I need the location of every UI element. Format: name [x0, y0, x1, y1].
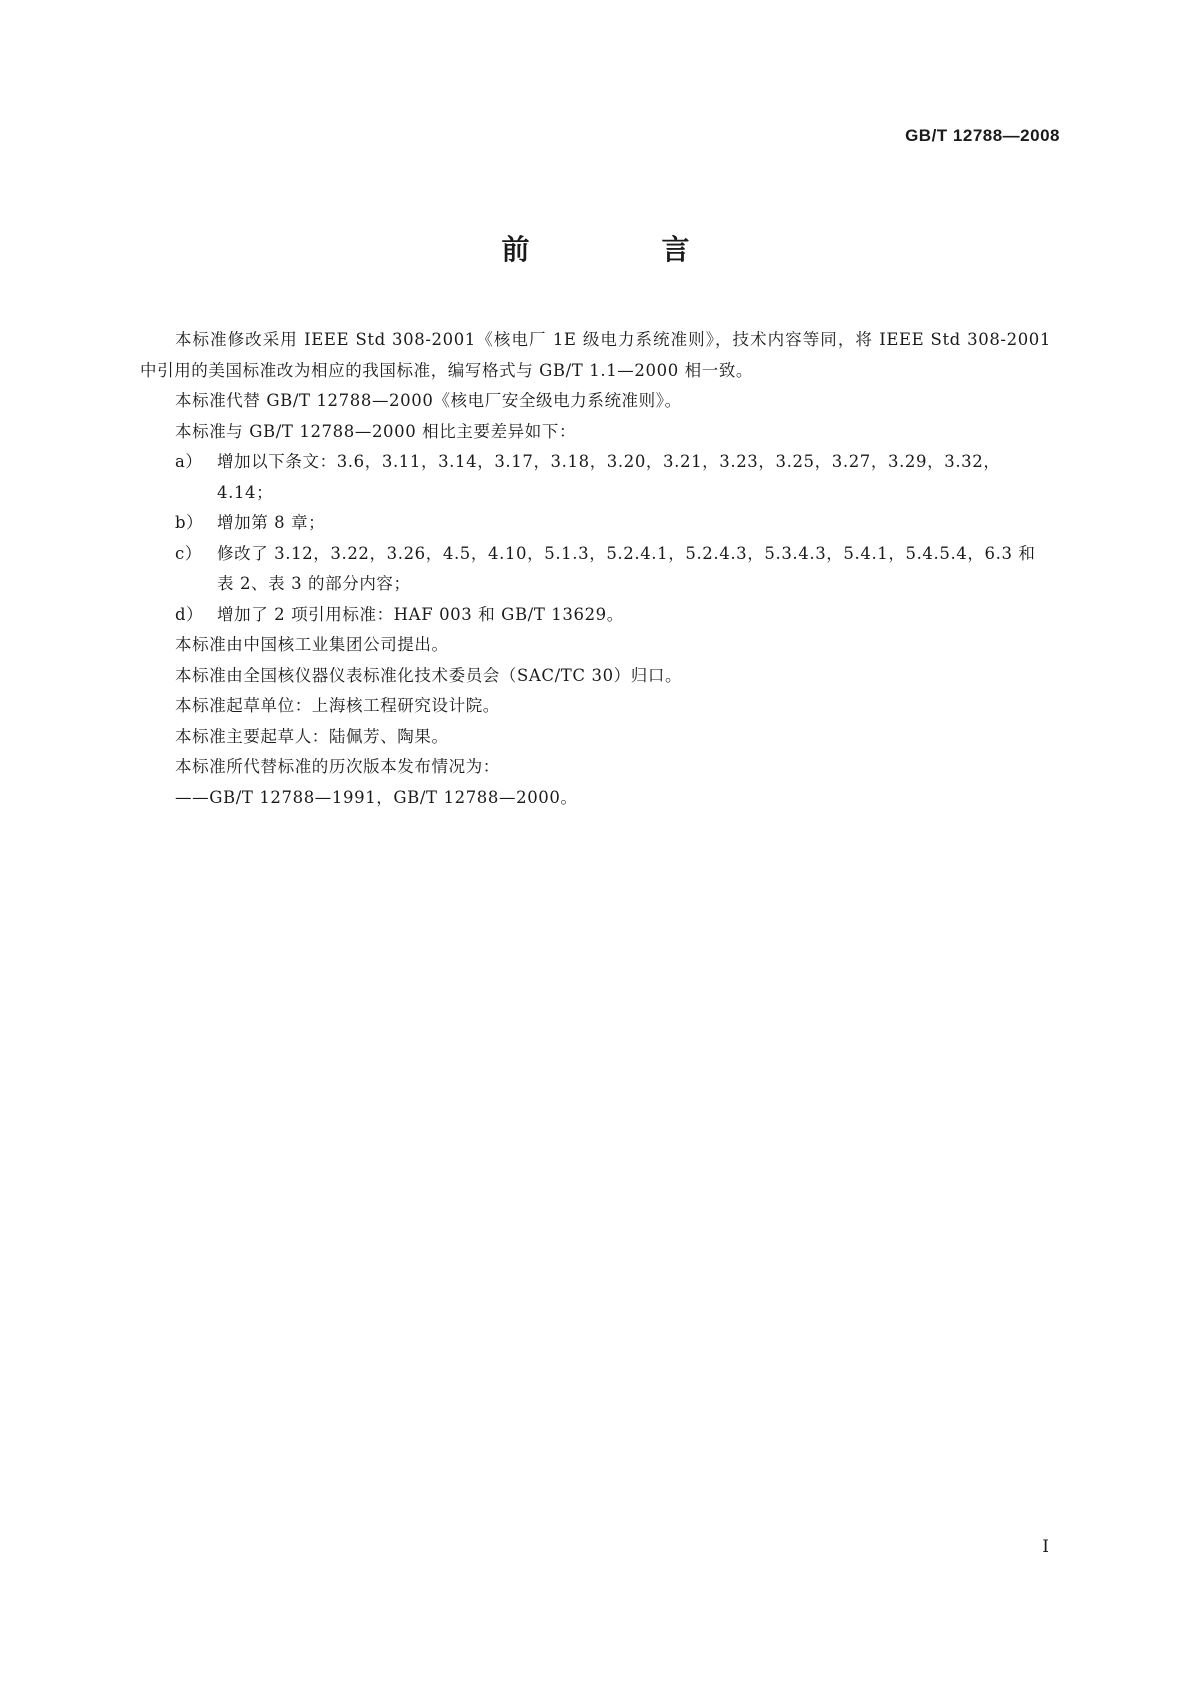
- foreword-body: [140, 325, 1051, 813]
- list-item-text: 增加以下条文：3.6，3.11，3.14，3.17，3.18，3.20，3.21，3.23，3.25，3.27，3.29，3.32，4.14；: [217, 452, 1001, 502]
- standard-number-header: GB/T 12788—2008: [905, 126, 1060, 145]
- page-title: 前 言: [501, 233, 742, 266]
- paragraph-proposer: 本标准由中国核工业集团公司提出。: [175, 635, 449, 654]
- paragraph-drafting-unit: 本标准起草单位：上海核工程研究设计院。: [175, 696, 500, 715]
- paragraph-differences-intro: 本标准与 GB/T 12788—2000 相比主要差异如下：: [175, 421, 577, 441]
- list-item-text: 增加第 8 章；: [217, 513, 326, 532]
- list-marker: b）: [175, 513, 204, 532]
- page-number: Ⅰ: [1042, 1537, 1049, 1557]
- paragraph-drafters: 本标准主要起草人：陆佩芳、陶果。: [175, 726, 449, 746]
- list-item: [140, 447, 1051, 508]
- paragraph-adoption: 本标准修改采用 IEEE Std 308-2001《核电厂 1E 级电力系统准则》，技术内容等同，将 IEEE Std 308-2001 中引用的美国标准改为相应的我国标准，编写格式与 GB/T 1.1—2000 相一致。: [140, 330, 1051, 380]
- list-marker: d）: [175, 604, 204, 624]
- paragraph-history-intro: 本标准所代替标准的历次版本发布情况为：: [175, 757, 500, 776]
- history-entry: ——GB/T 12788—1991，GB/T 12788—2000。: [175, 787, 578, 807]
- list-item: [140, 539, 1051, 600]
- list-item: [140, 508, 1051, 539]
- list-marker: a）: [175, 452, 203, 471]
- paragraph-replaces: 本标准代替 GB/T 12788—2000《核电厂安全级电力系统准则》。: [175, 391, 682, 410]
- list-item-text: 修改了 3.12，3.22，3.26，4.5，4.10，5.1.3，5.2.4.1，5.2.4.3，5.3.4.3，5.4.1，5.4.5.4，6.3 和表 2、表 3 的部分内容；: [217, 543, 1036, 593]
- list-marker: c）: [175, 543, 202, 563]
- paragraph-committee: 本标准由全国核仪器仪表标准化技术委员会（SAC/TC 30）归口。: [175, 665, 683, 685]
- list-item: [140, 600, 1051, 631]
- list-item-text: 增加了 2 项引用标准：HAF 003 和 GB/T 13629。: [217, 604, 624, 624]
